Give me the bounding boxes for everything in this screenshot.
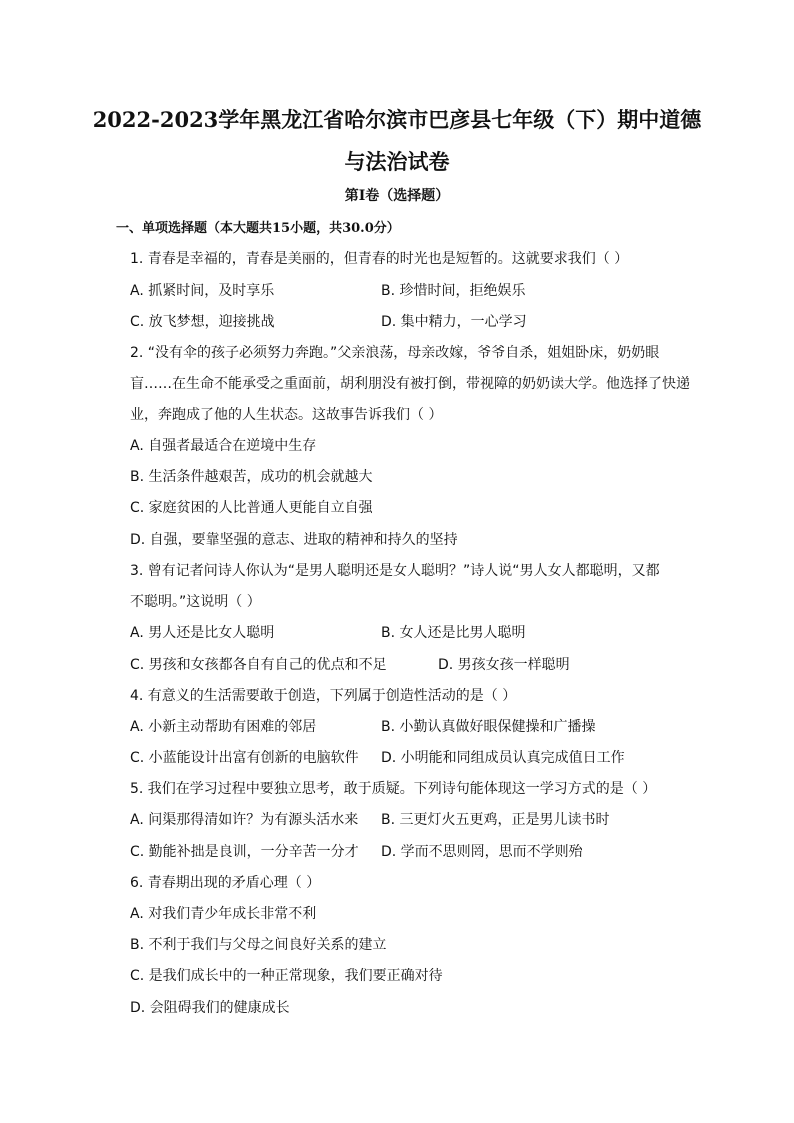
question-1-stem: 1. 青春是幸福的，青春是美丽的，但青春的时光也是短暂的。这就要求我们（ ） xyxy=(130,251,629,267)
section-heading: 一、单项选择题（本大题共15小题，共30.0分） xyxy=(116,221,400,236)
question-4-option-c: C. 小蓝能设计出富有创新的电脑软件 xyxy=(130,750,359,766)
question-2-option-c: C. 家庭贫困的人比普通人更能自立自强 xyxy=(130,500,373,516)
question-1-option-b: B. 珍惜时间，拒绝娱乐 xyxy=(381,283,526,299)
question-5-option-c: C. 勤能补拙是良训，一分辛苦一分才 xyxy=(130,844,359,860)
volume-heading: 第I卷（选择题） xyxy=(344,188,450,204)
question-3-stem-line-1: 3. 曾有记者问诗人你认为“是男人聪明还是女人聪明？”诗人说“男人女人都聪明，又都 xyxy=(130,563,660,579)
question-4-option-d: D. 小明能和同组成员认真完成值日工作 xyxy=(381,750,625,766)
question-6-stem: 6. 青春期出现的矛盾心理（ ） xyxy=(130,875,321,891)
question-2-option-b: B. 生活条件越艰苦，成功的机会就越大 xyxy=(130,469,373,485)
question-6-option-d: D. 会阻碍我们的健康成长 xyxy=(130,1000,290,1016)
question-6-option-b: B. 不利于我们与父母之间良好关系的建立 xyxy=(130,937,387,953)
question-4-option-a: A. 小新主动帮助有困难的邻居 xyxy=(130,719,317,735)
question-2-stem-line-2: 盲……在生命不能承受之重面前，胡利朋没有被打倒，带视障的奶奶读大学。他选择了快递 xyxy=(130,376,690,392)
question-4-stem: 4. 有意义的生活需要敢于创造，下列属于创造性活动的是（ ） xyxy=(130,688,517,704)
question-4-option-b: B. 小勤认真做好眼保健操和广播操 xyxy=(381,719,596,735)
exam-title-line-2: 与法治试卷 xyxy=(344,149,450,174)
question-5-stem: 5. 我们在学习过程中要独立思考，敢于质疑。下列诗句能体现这一学习方式的是（ ） xyxy=(130,781,657,797)
question-1-option-a: A. 抓紧时间，及时享乐 xyxy=(130,283,275,299)
question-3-option-b: B. 女人还是比男人聪明 xyxy=(381,625,526,641)
question-2-stem-line-3: 业，奔跑成了他的人生状态。这故事告诉我们（ ） xyxy=(130,407,443,423)
question-1-option-c: C. 放飞梦想，迎接挑战 xyxy=(130,314,275,330)
question-6-option-a: A. 对我们青少年成长非常不利 xyxy=(130,906,317,922)
exam-title-line-1: 2022-2023学年黑龙江省哈尔滨市巴彦县七年级（下）期中道德 xyxy=(92,107,702,132)
question-1-option-d: D. 集中精力，一心学习 xyxy=(381,314,527,330)
question-5-option-b: B. 三更灯火五更鸡，正是男儿读书时 xyxy=(381,812,610,828)
question-3-stem-line-2: 不聪明。”这说明（ ） xyxy=(130,594,261,610)
question-2-stem-line-1: 2. “没有伞的孩子必须努力奔跑。”父亲浪荡，母亲改嫁，爷爷自杀，姐姐卧床，奶奶眼 xyxy=(130,345,660,361)
question-5-option-d: D. 学而不思则罔，思而不学则殆 xyxy=(381,844,583,860)
question-2-option-a: A. 自强者最适合在逆境中生存 xyxy=(130,438,317,454)
question-3-option-d: D. 男孩女孩一样聪明 xyxy=(438,657,570,673)
question-3-option-a: A. 男人还是比女人聪明 xyxy=(130,625,275,641)
question-2-option-d: D. 自强，要靠坚强的意志、进取的精神和持久的坚持 xyxy=(130,532,458,548)
question-5-option-a: A. 问渠那得清如许？为有源头活水来 xyxy=(130,812,359,828)
question-3-option-c: C. 男孩和女孩都各自有自己的优点和不足 xyxy=(130,657,387,673)
question-6-option-c: C. 是我们成长中的一种正常现象，我们要正确对待 xyxy=(130,968,443,984)
